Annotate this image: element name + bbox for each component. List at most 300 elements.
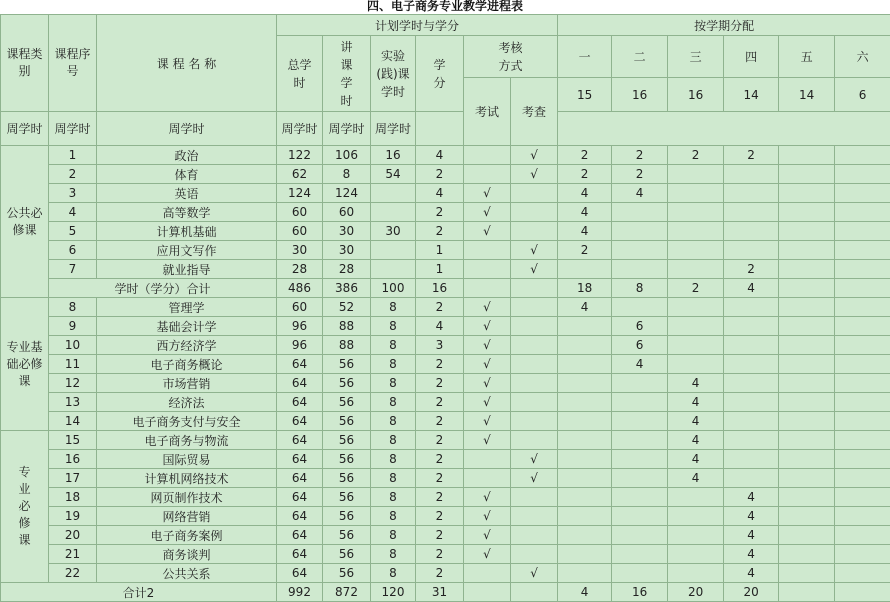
table-row xyxy=(1,412,890,431)
course-sem-2: 4 xyxy=(612,355,668,374)
course-check xyxy=(511,317,558,336)
table-row xyxy=(1,222,890,241)
course-sem-3 xyxy=(668,184,724,203)
total2-row-lecture: 872 xyxy=(323,583,371,602)
course-total: 64 xyxy=(277,355,323,374)
course-check xyxy=(511,412,558,431)
course-sem-3 xyxy=(668,488,724,507)
course-sem-3 xyxy=(668,545,724,564)
course-sem-5 xyxy=(779,184,835,203)
course-total: 60 xyxy=(277,298,323,317)
course-total: 60 xyxy=(277,222,323,241)
header-sem-4: 四 xyxy=(724,36,779,78)
course-sem-2 xyxy=(612,469,668,488)
course-sem-1 xyxy=(558,526,612,545)
total2-row-label: 合计2 xyxy=(1,583,277,602)
course-sem-5 xyxy=(779,241,835,260)
course-check xyxy=(511,355,558,374)
course-seq: 2 xyxy=(49,165,97,184)
course-check xyxy=(511,298,558,317)
course-name: 电子商务支付与安全 xyxy=(97,412,277,431)
course-total: 64 xyxy=(277,412,323,431)
group-major: 专业必修课 xyxy=(1,431,49,583)
course-lab: 8 xyxy=(371,564,416,583)
course-sem-6 xyxy=(835,165,890,184)
course-lecture: 28 xyxy=(323,260,371,279)
course-sem-3 xyxy=(668,355,724,374)
course-sem-5 xyxy=(779,469,835,488)
course-sem-4 xyxy=(724,317,779,336)
course-lab: 30 xyxy=(371,222,416,241)
course-check xyxy=(511,393,558,412)
course-sem-6 xyxy=(835,336,890,355)
header-week-hours-6: 周学时 xyxy=(371,112,416,146)
course-sem-3: 4 xyxy=(668,431,724,450)
course-sem-2 xyxy=(612,393,668,412)
total2-row-total: 992 xyxy=(277,583,323,602)
course-sem-2 xyxy=(612,564,668,583)
course-lecture: 56 xyxy=(323,488,371,507)
course-seq: 11 xyxy=(49,355,97,374)
subtotal-row-sem-2: 8 xyxy=(612,279,668,298)
course-seq: 9 xyxy=(49,317,97,336)
course-exam: √ xyxy=(464,374,511,393)
course-sem-2 xyxy=(612,412,668,431)
course-total: 122 xyxy=(277,146,323,165)
subtotal-row-exam xyxy=(464,279,511,298)
group-basic: 专业基础必修课 xyxy=(1,298,49,431)
course-sem-1: 4 xyxy=(558,298,612,317)
course-sem-5 xyxy=(779,260,835,279)
table-row xyxy=(1,355,890,374)
course-check xyxy=(511,545,558,564)
course-sem-5 xyxy=(779,488,835,507)
total2-row xyxy=(1,583,890,602)
course-sem-6 xyxy=(835,431,890,450)
course-sem-4: 4 xyxy=(724,545,779,564)
course-name: 网页制作技术 xyxy=(97,488,277,507)
course-sem-4 xyxy=(724,184,779,203)
course-lab: 8 xyxy=(371,507,416,526)
course-sem-2: 6 xyxy=(612,336,668,355)
course-sem-6 xyxy=(835,450,890,469)
header-lab-hours xyxy=(371,36,416,112)
course-sem-2 xyxy=(612,545,668,564)
course-exam: √ xyxy=(464,336,511,355)
course-sem-5 xyxy=(779,146,835,165)
course-sem-1 xyxy=(558,374,612,393)
course-credit: 2 xyxy=(416,469,464,488)
course-sem-5 xyxy=(779,165,835,184)
course-exam xyxy=(464,165,511,184)
course-sem-4: 2 xyxy=(724,146,779,165)
course-sem-4 xyxy=(724,412,779,431)
course-sem-4 xyxy=(724,203,779,222)
course-sem-1 xyxy=(558,412,612,431)
course-sem-5 xyxy=(779,317,835,336)
course-sem-3 xyxy=(668,564,724,583)
course-name: 体育 xyxy=(97,165,277,184)
course-total: 96 xyxy=(277,336,323,355)
total2-row-sem-5 xyxy=(779,583,835,602)
course-exam xyxy=(464,241,511,260)
course-sem-1: 4 xyxy=(558,222,612,241)
subtotal-row-credit: 16 xyxy=(416,279,464,298)
course-name: 经济法 xyxy=(97,393,277,412)
course-lecture: 56 xyxy=(323,431,371,450)
course-seq: 15 xyxy=(49,431,97,450)
course-sem-6 xyxy=(835,412,890,431)
course-check: √ xyxy=(511,450,558,469)
course-credit: 3 xyxy=(416,336,464,355)
table-row xyxy=(1,374,890,393)
header-sem-2: 二 xyxy=(612,36,668,78)
course-sem-5 xyxy=(779,222,835,241)
course-seq: 5 xyxy=(49,222,97,241)
course-lecture: 56 xyxy=(323,393,371,412)
table-row xyxy=(1,507,890,526)
course-lecture: 52 xyxy=(323,298,371,317)
course-lecture: 56 xyxy=(323,564,371,583)
course-lecture: 88 xyxy=(323,336,371,355)
course-seq: 20 xyxy=(49,526,97,545)
course-lecture: 88 xyxy=(323,317,371,336)
course-seq: 7 xyxy=(49,260,97,279)
course-credit: 2 xyxy=(416,298,464,317)
course-credit: 1 xyxy=(416,260,464,279)
course-exam xyxy=(464,260,511,279)
course-sem-1 xyxy=(558,545,612,564)
course-sem-1 xyxy=(558,507,612,526)
course-name: 市场营销 xyxy=(97,374,277,393)
course-check xyxy=(511,526,558,545)
course-credit: 2 xyxy=(416,165,464,184)
header-total-hours xyxy=(277,36,323,112)
course-name: 基础会计学 xyxy=(97,317,277,336)
course-seq: 13 xyxy=(49,393,97,412)
course-name: 计算机网络技术 xyxy=(97,469,277,488)
course-check: √ xyxy=(511,146,558,165)
course-exam: √ xyxy=(464,545,511,564)
course-sem-6 xyxy=(835,222,890,241)
course-name: 西方经济学 xyxy=(97,336,277,355)
header-weeks-5: 14 xyxy=(779,78,835,112)
course-lab: 8 xyxy=(371,355,416,374)
table-row xyxy=(1,184,890,203)
course-seq: 6 xyxy=(49,241,97,260)
header-weeks-3: 16 xyxy=(668,78,724,112)
course-sem-2 xyxy=(612,241,668,260)
course-credit: 4 xyxy=(416,317,464,336)
course-sem-6 xyxy=(835,393,890,412)
course-total: 60 xyxy=(277,203,323,222)
course-sem-3: 4 xyxy=(668,374,724,393)
course-lab: 8 xyxy=(371,393,416,412)
course-lecture: 30 xyxy=(323,241,371,260)
course-sem-3 xyxy=(668,222,724,241)
course-lab: 8 xyxy=(371,298,416,317)
course-credit: 4 xyxy=(416,184,464,203)
course-total: 28 xyxy=(277,260,323,279)
table-row xyxy=(1,545,890,564)
course-sem-4: 2 xyxy=(724,260,779,279)
course-seq: 3 xyxy=(49,184,97,203)
course-sem-5 xyxy=(779,564,835,583)
course-seq: 18 xyxy=(49,488,97,507)
course-total: 64 xyxy=(277,393,323,412)
course-sem-5 xyxy=(779,526,835,545)
table-title: 四、电子商务专业教学进程表 xyxy=(0,0,890,14)
table-row xyxy=(1,488,890,507)
course-sem-6 xyxy=(835,545,890,564)
course-name: 电子商务概论 xyxy=(97,355,277,374)
course-sem-1 xyxy=(558,260,612,279)
course-sem-6 xyxy=(835,488,890,507)
header-semester-alloc: 按学期分配 xyxy=(558,15,890,36)
course-sem-6 xyxy=(835,564,890,583)
course-lecture: 56 xyxy=(323,507,371,526)
course-seq: 16 xyxy=(49,450,97,469)
course-exam xyxy=(464,564,511,583)
course-credit: 2 xyxy=(416,431,464,450)
course-check xyxy=(511,203,558,222)
course-sem-6 xyxy=(835,355,890,374)
course-sem-6 xyxy=(835,507,890,526)
course-sem-6 xyxy=(835,298,890,317)
subtotal-row-sem-3: 2 xyxy=(668,279,724,298)
course-sem-5 xyxy=(779,431,835,450)
course-sem-1: 2 xyxy=(558,241,612,260)
course-credit: 2 xyxy=(416,488,464,507)
course-sem-3: 4 xyxy=(668,393,724,412)
course-sem-5 xyxy=(779,355,835,374)
course-lab: 8 xyxy=(371,488,416,507)
course-sem-4 xyxy=(724,393,779,412)
course-exam xyxy=(464,146,511,165)
total2-row-credit: 31 xyxy=(416,583,464,602)
table-row xyxy=(1,526,890,545)
course-sem-3 xyxy=(668,241,724,260)
header-sem-3: 三 xyxy=(668,36,724,78)
subtotal-row-sem-5 xyxy=(779,279,835,298)
course-sem-1 xyxy=(558,336,612,355)
subtotal-row-lecture: 386 xyxy=(323,279,371,298)
header-week-hours-4: 周学时 xyxy=(277,112,323,146)
course-sem-6 xyxy=(835,469,890,488)
course-credit: 2 xyxy=(416,526,464,545)
header-week-hours-3: 周学时 xyxy=(97,112,277,146)
course-credit: 1 xyxy=(416,241,464,260)
header-weeks-1: 15 xyxy=(558,78,612,112)
course-check: √ xyxy=(511,564,558,583)
header-category: 课程类别 xyxy=(1,15,49,112)
course-lecture: 124 xyxy=(323,184,371,203)
course-sem-5 xyxy=(779,393,835,412)
course-lab xyxy=(371,203,416,222)
course-sem-1 xyxy=(558,564,612,583)
course-exam: √ xyxy=(464,393,511,412)
table-row xyxy=(1,260,890,279)
course-lab: 8 xyxy=(371,374,416,393)
course-sem-1 xyxy=(558,469,612,488)
course-total: 64 xyxy=(277,450,323,469)
course-seq: 19 xyxy=(49,507,97,526)
course-exam: √ xyxy=(464,488,511,507)
course-check: √ xyxy=(511,260,558,279)
course-name: 计算机基础 xyxy=(97,222,277,241)
table-row xyxy=(1,469,890,488)
course-total: 64 xyxy=(277,526,323,545)
course-lab xyxy=(371,184,416,203)
course-lab: 54 xyxy=(371,165,416,184)
course-sem-6 xyxy=(835,260,890,279)
course-sem-2 xyxy=(612,488,668,507)
course-sem-6 xyxy=(835,241,890,260)
course-sem-3 xyxy=(668,203,724,222)
course-lecture: 56 xyxy=(323,526,371,545)
course-sem-6 xyxy=(835,374,890,393)
course-total: 64 xyxy=(277,374,323,393)
course-seq: 17 xyxy=(49,469,97,488)
header-assess xyxy=(464,36,558,78)
course-credit: 2 xyxy=(416,450,464,469)
course-sem-5 xyxy=(779,412,835,431)
course-credit: 2 xyxy=(416,412,464,431)
header-sem-6: 六 xyxy=(835,36,890,78)
course-lecture: 56 xyxy=(323,450,371,469)
course-exam xyxy=(464,450,511,469)
course-total: 64 xyxy=(277,564,323,583)
course-sem-2: 2 xyxy=(612,146,668,165)
course-lab: 8 xyxy=(371,317,416,336)
course-exam: √ xyxy=(464,317,511,336)
course-check xyxy=(511,488,558,507)
course-sem-5 xyxy=(779,336,835,355)
course-sem-2 xyxy=(612,374,668,393)
course-sem-1: 2 xyxy=(558,146,612,165)
course-sem-2 xyxy=(612,526,668,545)
course-total: 64 xyxy=(277,488,323,507)
course-exam: √ xyxy=(464,507,511,526)
course-check xyxy=(511,184,558,203)
course-exam: √ xyxy=(464,412,511,431)
table-row xyxy=(1,336,890,355)
course-lab: 8 xyxy=(371,526,416,545)
subtotal-row-check xyxy=(511,279,558,298)
course-check: √ xyxy=(511,165,558,184)
course-schedule-table xyxy=(0,14,890,602)
table-row xyxy=(1,146,890,165)
course-lecture: 30 xyxy=(323,222,371,241)
subtotal-row-lab: 100 xyxy=(371,279,416,298)
total2-row-exam xyxy=(464,583,511,602)
course-sem-3 xyxy=(668,165,724,184)
course-seq: 14 xyxy=(49,412,97,431)
course-credit: 2 xyxy=(416,564,464,583)
table-row xyxy=(1,431,890,450)
table-row xyxy=(1,393,890,412)
course-sem-5 xyxy=(779,507,835,526)
course-name: 电子商务案例 xyxy=(97,526,277,545)
course-lecture: 106 xyxy=(323,146,371,165)
course-sem-6 xyxy=(835,526,890,545)
course-seq: 12 xyxy=(49,374,97,393)
course-name: 高等数学 xyxy=(97,203,277,222)
course-sem-1 xyxy=(558,355,612,374)
course-lecture: 56 xyxy=(323,469,371,488)
course-total: 64 xyxy=(277,545,323,564)
course-lab: 8 xyxy=(371,431,416,450)
header-plan: 计划学时与学分 xyxy=(277,15,558,36)
course-name: 商务谈判 xyxy=(97,545,277,564)
course-credit: 2 xyxy=(416,393,464,412)
course-sem-1 xyxy=(558,488,612,507)
course-sem-3 xyxy=(668,336,724,355)
subtotal-row-sem-4: 4 xyxy=(724,279,779,298)
course-sem-5 xyxy=(779,203,835,222)
course-sem-4 xyxy=(724,450,779,469)
course-lab: 8 xyxy=(371,412,416,431)
course-credit: 4 xyxy=(416,146,464,165)
course-seq: 4 xyxy=(49,203,97,222)
total2-row-sem-2: 16 xyxy=(612,583,668,602)
course-check: √ xyxy=(511,241,558,260)
total2-row-check xyxy=(511,583,558,602)
course-sem-4 xyxy=(724,431,779,450)
course-sem-2 xyxy=(612,222,668,241)
course-lab: 8 xyxy=(371,469,416,488)
table-row xyxy=(1,165,890,184)
course-sem-6 xyxy=(835,317,890,336)
course-sem-3 xyxy=(668,260,724,279)
course-sem-5 xyxy=(779,298,835,317)
header-total-hours-text: 总学时 xyxy=(287,56,313,92)
course-total: 64 xyxy=(277,431,323,450)
subtotal-row-sem-6 xyxy=(835,279,890,298)
course-exam: √ xyxy=(464,355,511,374)
header-week-hours-2: 周学时 xyxy=(49,112,97,146)
course-sem-2 xyxy=(612,203,668,222)
course-sem-1 xyxy=(558,431,612,450)
course-lab: 8 xyxy=(371,336,416,355)
header-week-hours-5: 周学时 xyxy=(323,112,371,146)
course-sem-5 xyxy=(779,374,835,393)
course-check xyxy=(511,336,558,355)
course-sem-1 xyxy=(558,393,612,412)
course-name: 政治 xyxy=(97,146,277,165)
course-sem-2 xyxy=(612,507,668,526)
course-seq: 10 xyxy=(49,336,97,355)
course-sem-1: 2 xyxy=(558,165,612,184)
table-row xyxy=(1,317,890,336)
course-exam: √ xyxy=(464,203,511,222)
table-row xyxy=(1,450,890,469)
course-sem-4: 4 xyxy=(724,564,779,583)
course-check xyxy=(511,507,558,526)
course-exam: √ xyxy=(464,184,511,203)
course-name: 国际贸易 xyxy=(97,450,277,469)
course-sem-4 xyxy=(724,469,779,488)
course-lecture: 56 xyxy=(323,355,371,374)
course-sem-6 xyxy=(835,203,890,222)
course-sem-4: 4 xyxy=(724,488,779,507)
course-lab: 8 xyxy=(371,450,416,469)
subtotal-row-label: 学时（学分）合计 xyxy=(49,279,277,298)
course-check xyxy=(511,222,558,241)
course-lecture: 56 xyxy=(323,545,371,564)
course-sem-5 xyxy=(779,545,835,564)
course-total: 96 xyxy=(277,317,323,336)
